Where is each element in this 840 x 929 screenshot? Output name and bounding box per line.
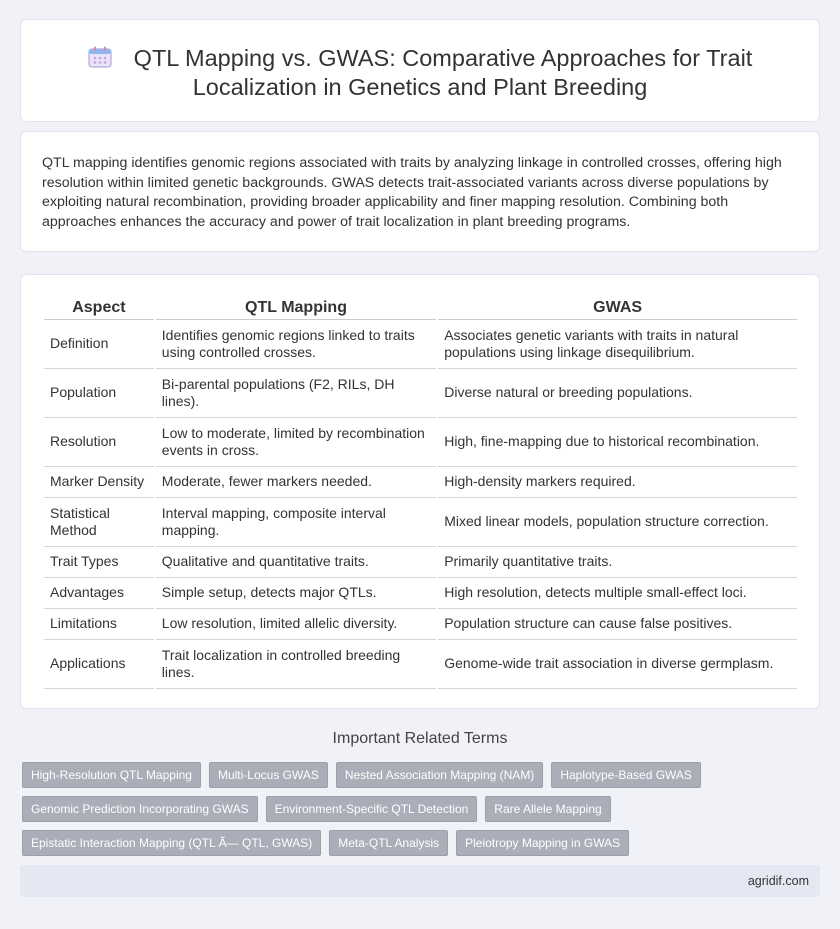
cell-gwas: Genome-wide trait association in diverse germplasm. xyxy=(438,640,797,689)
cell-gwas: Mixed linear models, population structure correction. xyxy=(438,498,797,547)
summary-text: QTL mapping identifies genomic regions associated with traits by analyzing linkage in controlled crosses, offering high resolution within limited genetic backgrounds. GWAS detects trait-associated variants across diverse populations by exploiting natural recombination, providing broader applicability and finer mapping resolution. Combining both approaches enhances the accuracy and power of trait localization in plant breeding programs. xyxy=(42,155,782,230)
footer xyxy=(20,865,820,897)
cell-qtl: Low to moderate, limited by recombination events in cross. xyxy=(156,418,436,467)
cell-qtl: Qualitative and quantitative traits. xyxy=(156,547,436,578)
cell-aspect: Statistical Method xyxy=(44,498,154,547)
table-header-row xyxy=(44,295,797,320)
related-term-tag[interactable]: Meta-QTL Analysis xyxy=(329,830,448,856)
cell-aspect: Resolution xyxy=(44,418,154,467)
table-row xyxy=(44,640,797,689)
table-row xyxy=(44,418,797,467)
table-row xyxy=(44,320,797,369)
cell-qtl: Interval mapping, composite interval mapping. xyxy=(156,498,436,547)
cell-aspect: Population xyxy=(44,369,154,418)
related-terms-heading: Important Related Terms xyxy=(332,730,508,747)
cell-qtl: Low resolution, limited allelic diversity. xyxy=(156,609,436,640)
related-term-tag[interactable]: Environment-Specific QTL Detection xyxy=(266,796,478,822)
cell-aspect: Advantages xyxy=(44,578,154,609)
related-term-tag[interactable]: Epistatic Interaction Mapping (QTL Ã— QTL, GWAS) xyxy=(22,830,321,856)
cell-qtl: Identifies genomic regions linked to traits using controlled crosses. xyxy=(156,320,436,369)
comparison-table-card xyxy=(20,274,820,709)
table-row xyxy=(44,498,797,547)
footer-site-link[interactable]: agridif.com xyxy=(747,874,809,888)
related-term-tag[interactable]: Haplotype-Based GWAS xyxy=(551,762,701,788)
table-row xyxy=(44,467,797,498)
cell-aspect: Definition xyxy=(44,320,154,369)
cell-gwas: Population structure can cause false positives. xyxy=(438,609,797,640)
cell-gwas: Primarily quantitative traits. xyxy=(438,547,797,578)
table-row xyxy=(44,547,797,578)
table-row xyxy=(44,369,797,418)
title-line-2: Localization in Genetics and Plant Breeding xyxy=(192,74,648,100)
related-term-tag[interactable]: Multi-Locus GWAS xyxy=(209,762,328,788)
cell-gwas: High, fine-mapping due to historical recombination. xyxy=(438,418,797,467)
cell-aspect: Marker Density xyxy=(44,467,154,498)
related-term-tag[interactable]: High-Resolution QTL Mapping xyxy=(22,762,201,788)
cell-qtl: Simple setup, detects major QTLs. xyxy=(156,578,436,609)
header-gwas: GWAS xyxy=(438,295,797,320)
page-title xyxy=(21,44,819,102)
related-term-tag[interactable]: Pleiotropy Mapping in GWAS xyxy=(456,830,629,856)
cell-gwas: Associates genetic variants with traits in natural populations using linkage disequilibrium. xyxy=(438,320,797,369)
related-terms-list xyxy=(22,762,812,856)
related-term-tag[interactable]: Genomic Prediction Incorporating GWAS xyxy=(22,796,258,822)
calendar-icon xyxy=(88,46,112,68)
header-aspect: Aspect xyxy=(44,295,154,320)
cell-qtl: Trait localization in controlled breeding lines. xyxy=(156,640,436,689)
cell-gwas: High resolution, detects multiple small-effect loci. xyxy=(438,578,797,609)
cell-qtl: Bi-parental populations (F2, RILs, DH lines). xyxy=(156,369,436,418)
cell-aspect: Limitations xyxy=(44,609,154,640)
table-row xyxy=(44,578,797,609)
title-line-1: QTL Mapping vs. GWAS: Comparative Approaches for Trait xyxy=(133,45,753,71)
cell-aspect: Applications xyxy=(44,640,154,689)
cell-aspect: Trait Types xyxy=(44,547,154,578)
cell-qtl: Moderate, fewer markers needed. xyxy=(156,467,436,498)
related-term-tag[interactable]: Nested Association Mapping (NAM) xyxy=(336,762,543,788)
comparison-table xyxy=(42,295,799,689)
header-qtl-mapping: QTL Mapping xyxy=(156,295,436,320)
cell-gwas: Diverse natural or breeding populations. xyxy=(438,369,797,418)
table-row xyxy=(44,609,797,640)
cell-gwas: High-density markers required. xyxy=(438,467,797,498)
title-card xyxy=(20,19,820,122)
summary-card xyxy=(20,131,820,252)
related-term-tag[interactable]: Rare Allele Mapping xyxy=(485,796,610,822)
